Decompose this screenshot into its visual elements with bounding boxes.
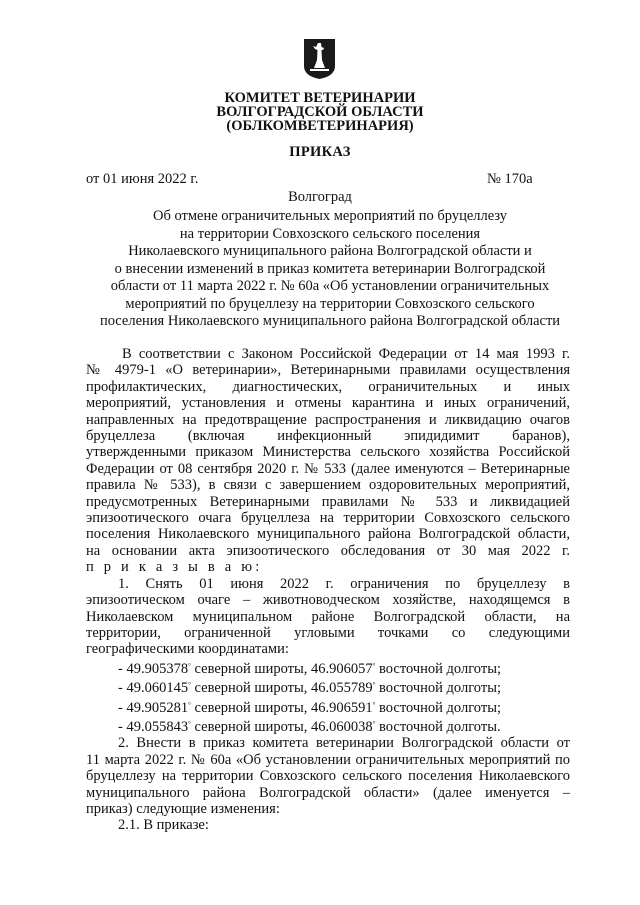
org-name-line3: (ОБЛКОМВЕТЕРИНАРИЯ) [226, 118, 414, 134]
item1-line: Николаевском муниципальном районе Волгоградской области, на [86, 608, 570, 625]
preamble-line: бруцеллеза (включая инфекционный эпидидимит баранов), [86, 428, 570, 445]
item1-line: эпизоотическом очаге – животноводческом хозяйстве, находящемся в [86, 592, 570, 609]
item2-line: муниципального района Волгоградской области» (далее именуется – [86, 784, 570, 801]
item1-line: географическими координатами: [86, 641, 289, 658]
preamble-line: мероприятий, установления и отмены карантина и иных ограничений, [86, 395, 570, 412]
preamble-line: Федерации от 08 сентября 2020 г. № 533 (далее именуются – Ветеринарные [86, 460, 570, 477]
coordinate-line: - 49.905378° северной широты, 46.906057° восточной долготы; [118, 660, 501, 677]
item2-1-line: 2.1. В приказе: [118, 817, 209, 834]
item1-line: 1. Снять 01 июня 2022 г. ограничения по бруцеллезу в [118, 575, 570, 592]
item2-line: 11 марта 2022 г. № 60а «Об установлении ограничительных мероприятий по [86, 751, 570, 768]
order-body [86, 346, 570, 834]
order-city: Волгоград [288, 189, 352, 205]
preamble-line: № 4979-1 «О ветеринарии», Ветеринарными правилами осуществления [86, 362, 570, 379]
preamble-line: предусмотренных Ветеринарными правилами № 533 и ликвидацией [86, 493, 570, 510]
coordinate-line: - 49.060145° северной широты, 46.055789° восточной долготы; [118, 680, 501, 697]
preamble-line: на основании акта эпизоотического обследования от 30 мая 2022 г. [86, 542, 570, 559]
preamble-line: эпизоотического очага бруцеллеза на территории Совхозского сельского [86, 510, 570, 527]
org-name-line1: КОМИТЕТ ВЕТЕРИНАРИИ [224, 90, 416, 106]
subject-line: мероприятий по бруцеллезу на территории Совхозского сельского [125, 295, 535, 312]
subject-line: о внесении изменений в приказ комитета ветеринарии Волгоградской [114, 260, 546, 277]
subject-line: области от 11 марта 2022 г. № 60а «Об установлении ограничительных [110, 278, 550, 294]
subject-line: Об отмене ограничительных мероприятий по бруцеллезу [152, 208, 508, 224]
org-name-line2: ВОЛГОГРАДСКОЙ ОБЛАСТИ [216, 104, 424, 120]
preamble-line: утвержденными приказом Министерства сельского хозяйства Российской [86, 444, 570, 461]
item2-line: приказ) следующие изменения: [86, 800, 280, 817]
coordinate-line: - 49.055843° северной широты, 46.060038° восточной долготы. [118, 718, 501, 735]
item1-line: территории, ограниченной угловыми точками со следующими [86, 624, 570, 641]
preamble-line: В соответствии с Законом Российской Федерации от 14 мая 1993 г. [122, 346, 570, 362]
item2-line: 2. Внести в приказ комитета ветеринарии Волгоградской области от [118, 735, 570, 752]
order-number: № 170а [487, 171, 533, 187]
subject-line: на территории Совхозского сельского поселения [179, 225, 481, 242]
order-word: п р и к а з ы в а ю: [86, 559, 263, 576]
order-date: от 01 июня 2022 г. [86, 171, 199, 187]
coat-of-arms-emblem [303, 38, 336, 80]
order-subject [80, 208, 580, 331]
preamble-line: направленных на предотвращение распространения и ликвидацию очагов [86, 411, 570, 428]
preamble-line: поселения Николаевского муниципального района Волгоградской области, [86, 526, 570, 543]
subject-line: Николаевского муниципального района Волгоградской области и [128, 243, 532, 259]
preamble-line: профилактических, диагностических, ограничительных и иных [86, 378, 570, 395]
preamble-line: правила № 533), в связи с завершением оздоровительных мероприятий, [86, 477, 570, 494]
document-type-title: ПРИКАЗ [289, 144, 351, 160]
item2-line: бруцеллезу на территории Совхозского сельского поселения Николаевского [86, 768, 570, 785]
coordinate-line: - 49.905281° северной широты, 46.906591° восточной долготы; [118, 699, 501, 716]
subject-line: поселения Николаевского муниципального района Волгоградской области [99, 313, 561, 329]
